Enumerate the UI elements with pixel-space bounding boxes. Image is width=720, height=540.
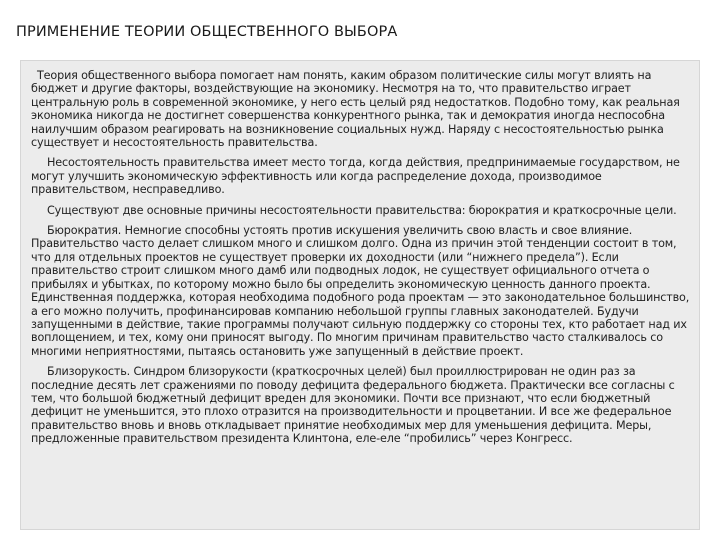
slide-title: ПРИМЕНЕНИЕ ТЕОРИИ ОБЩЕСТВЕННОГО ВЫБОРА: [16, 24, 398, 40]
paragraph-government-failure-definition: Несостоятельность правительства имеет место тогда, когда действия, предпринимаемые государством, не могут улучшить экономическую эффективность или когда распределение дохода, производимое правительством, несправедливо.: [31, 156, 680, 197]
paragraph-two-reasons: Существуют две основные причины несостоятельности правительства: бюрократия и краткосрочные цели.: [47, 203, 677, 217]
body-text: [31, 69, 691, 453]
paragraph-public-choice-theory: Теория общественного выбора помогает нам понять, каким образом политические силы могут влиять на бюджет и другие факторы, воздействующие на экономику. Несмотря на то, что правительство играет центральную роль в современной экономике, у него есть целый ряд недостатков. Подобно тому, как реальная экономика никогда не достигнет совершенства конкурентного рынка, так и демократия иногда неспособна наилучшим образом реагировать на возникновение социальных нужд. Наряду с несостоятельностью рынка существует и несостоятельность правительства.: [31, 69, 680, 150]
content-box: [20, 60, 700, 530]
paragraph-short-sightedness: Близорукость. Синдром близорукости (краткосрочных целей) был проиллюстрирован не один раз за последние десять лет сражениями по поводу дефицита федерального бюджета. Практически все согласны с тем, что большой бюджетный дефицит вреден для экономики. Почти все признают, что если бюджетный дефицит не уменьшится, это плохо отразится на производительности и процветании. И все же федеральное правительство вновь и вновь откладывает принятие необходимых мер для уменьшения дефицита. Меры, предложенные правительством президента Клинтона, еле-еле “пробились” через Конгресс.: [31, 365, 675, 446]
paragraph-bureaucracy: Бюрократия. Немногие способны устоять против искушения увеличить свою власть и свое влияние. Правительство часто делает слишком много и слишком долго. Одна из причин этой тенденции состоит в том, что для отдельных проектов не существует проверки их доходности (или “нижнего предела”). Если правительство строит слишком много дамб или подводных лодок, не существует официального отчета о прибылях и убытках, по которому можно было бы определить экономическую ценность данного проекта. Единственная поддержка, которая необходима подобного рода проектам — это законодательное большинство, а его можно получить, профинансировав компанию небольшой группы главных законодателей. Будучи запущенными в действие, такие программы получают сильную поддержку со стороны тех, кто работает над их воплощением, и тех, кому они приносят выгоду. По многим причинам правительство часто сталкивалось со многими неприятностями, пытаясь остановить уже запущенный в действие проект.: [31, 224, 690, 358]
